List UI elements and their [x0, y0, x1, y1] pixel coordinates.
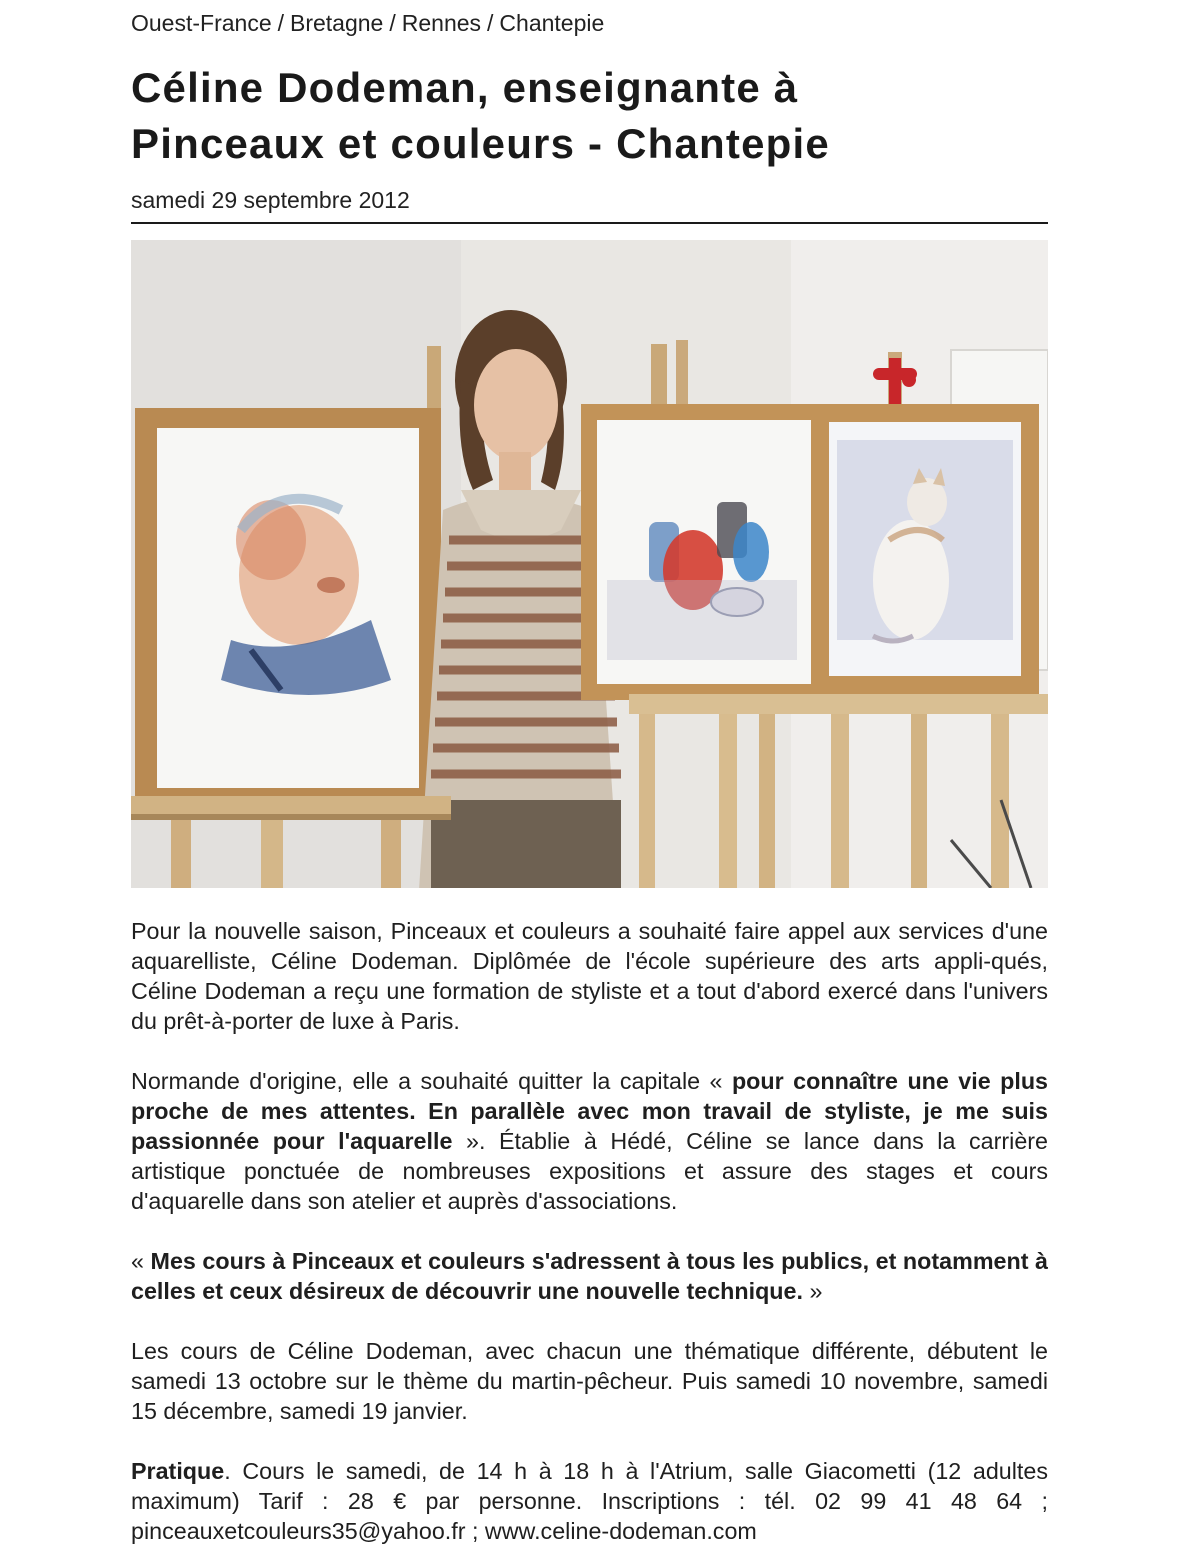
article-paragraph-4: Les cours de Céline Dodeman, avec chacun une thématique différente, débutent le samedi 13 octobre sur le thème du martin-pêcheur. Puis samedi 10 novembre, samedi 15 décembre, samedi 19 janvier. [131, 1338, 1048, 1424]
practical-label: Pratique [131, 1458, 225, 1484]
article-paragraph-2 [131, 1066, 1048, 1216]
article-paragraph-3 [131, 1246, 1048, 1306]
photo-cat-frame [811, 404, 1039, 694]
photo-illustration [131, 240, 1048, 888]
breadcrumb-item-region[interactable]: Bretagne [290, 10, 384, 36]
article-title [131, 60, 1051, 172]
breadcrumb [131, 10, 604, 37]
breadcrumb-item-town[interactable]: Chantepie [499, 10, 605, 36]
photo-still-life-frame [581, 404, 827, 700]
breadcrumb-item-source[interactable]: Ouest-France [131, 10, 272, 36]
article-paragraph-1: Pour la nouvelle saison, Pinceaux et couleurs a souhaité faire appel aux services d'une aquarelliste, Céline Dodeman. Diplômée de l'école supérieure des arts appli-qués, Céline Dodeman a reçu une formation de styliste et a tout d'abord exercé dans l'univers du prêt-à-porter de luxe à Paris. [131, 918, 1048, 1034]
breadcrumb-separator: / [277, 10, 284, 36]
breadcrumb-separator: / [487, 10, 494, 36]
article-body [131, 916, 1048, 1556]
photo-portrait-frame [135, 408, 441, 808]
practical-info: . Cours le samedi, de 14 h à 18 h à l'Atrium, salle Giacometti (12 adultes maximum) Tarif : 28 € par personne. Inscriptions : tél. 02 99 41 48 64 ; pinceauxetcouleurs35@yahoo.fr ; www.celine-dodeman.com [131, 1458, 1048, 1544]
quote-mark: « [131, 1248, 151, 1274]
header-divider [131, 222, 1048, 224]
quote-mark: » [802, 1278, 823, 1304]
article-photo [131, 240, 1048, 888]
quote-bold: Mes cours à Pinceaux et couleurs s'adressent à tous les publics, et notamment à celles et ceux désireux de découvrir une nouvelle technique. [131, 1248, 1048, 1304]
paragraph-text: ». Établie à Hédé, Céline se lance dans la carrière artistique ponctuée de nombreuses expositions et assure des stages et cours d'aquarelle dans son atelier et auprès d'associations. [131, 1128, 1048, 1214]
article-title-line-1: Céline Dodeman, enseignante à [131, 64, 799, 111]
paragraph-text: Normande d'origine, elle a souhaité quitter la capitale « [131, 1068, 732, 1094]
breadcrumb-item-city[interactable]: Rennes [401, 10, 482, 36]
article-date: samedi 29 septembre 2012 [131, 187, 410, 213]
breadcrumb-separator: / [389, 10, 396, 36]
quote-bold: pour connaître une vie plus proche de mes attentes. En parallèle avec mon travail de styliste, je me suis passionnée pour l'aquarelle [131, 1068, 1049, 1154]
article-title-line-2: Pinceaux et couleurs - Chantepie [131, 120, 830, 167]
article-paragraph-5 [131, 1456, 1048, 1546]
